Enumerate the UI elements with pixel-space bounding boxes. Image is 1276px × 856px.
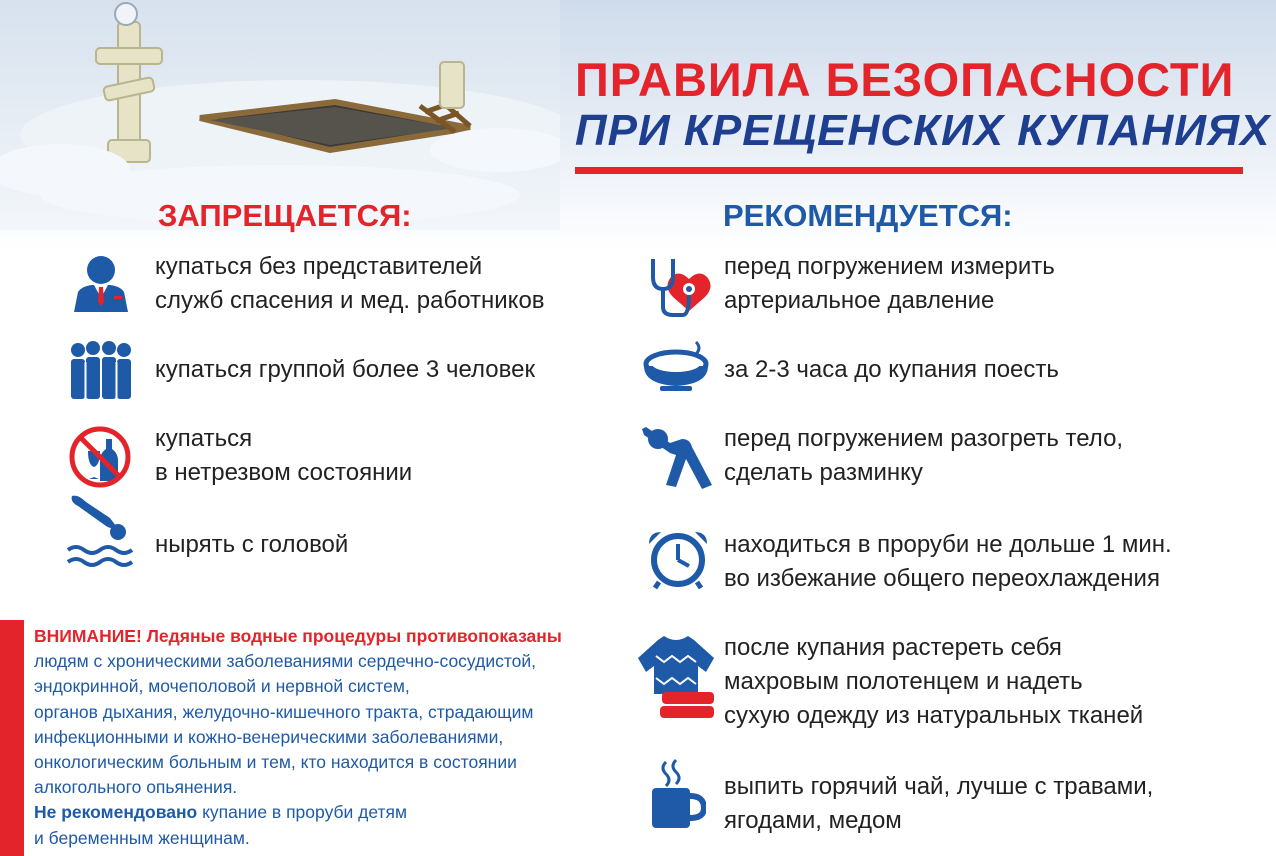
- warning-line: онкологическим больным и тем, кто находится в состоянии: [34, 752, 517, 773]
- item-line: перед погружением измерить: [724, 253, 1055, 280]
- item-line: купаться: [155, 425, 253, 452]
- no-alcohol-icon: [68, 425, 132, 489]
- recommended-item: [724, 250, 1055, 318]
- official-person-icon: [72, 254, 130, 312]
- title-line-2: ПРИ КРЕЩЕНСКИХ КУПАНИЯХ: [575, 106, 1271, 155]
- recommended-item: [724, 770, 1153, 838]
- title-underline: [575, 167, 1243, 174]
- item-line: сделать разминку: [724, 459, 923, 486]
- forbidden-heading: ЗАПРЕЩАЕТСЯ:: [158, 198, 412, 233]
- sweater-towel-icon: [634, 632, 718, 728]
- forbidden-item: [155, 528, 348, 562]
- warning-line: эндокринной, мочеполовой и нервной систем,: [34, 676, 410, 697]
- alarm-clock-icon: [645, 528, 711, 590]
- diving-icon: [66, 492, 134, 570]
- item-line: ягодами, медом: [724, 807, 902, 834]
- item-line: выпить горячий чай, лучше с травами,: [724, 773, 1154, 800]
- title-line-1: ПРАВИЛА БЕЗОПАСНОСТИ: [575, 53, 1235, 106]
- item-line: находиться в проруби не дольше 1 мин.: [724, 531, 1172, 558]
- stethoscope-heart-icon: [645, 255, 711, 319]
- warning-block: [34, 624, 634, 851]
- forbidden-item: [155, 422, 412, 490]
- warning-line: инфекционными и кожно-венерическими заболеваниями,: [34, 726, 504, 747]
- item-line: в нетрезвом состоянии: [155, 459, 413, 486]
- warning-note: [34, 800, 634, 825]
- warning-line: органов дыхания, желудочно-кишечного тракта, страдающим: [34, 701, 534, 722]
- item-line: купаться без представителей: [155, 253, 483, 280]
- item-line: во избежание общего переохлаждения: [724, 565, 1160, 592]
- warning-title: ВНИМАНИЕ! Ледяные водные процедуры противопоказаны: [34, 626, 562, 646]
- hot-tea-mug-icon: [648, 758, 706, 830]
- recommended-item: [724, 353, 1059, 387]
- item-line: нырять с головой: [155, 531, 349, 558]
- item-line: после купания растереть себя: [724, 634, 1062, 661]
- warning-accent-bar: [0, 620, 24, 856]
- warning-line: людям с хроническими заболеваниями сердечно-сосудистой,: [34, 651, 537, 672]
- forbidden-item: [155, 353, 535, 387]
- ice-hole-cross-illustration: [0, 0, 560, 230]
- food-bowl-icon: [640, 336, 712, 392]
- warning-line: алкогольного опьянения.: [34, 777, 238, 798]
- recommended-item: [724, 528, 1172, 596]
- item-line: артериальное давление: [724, 287, 995, 314]
- item-line: перед погружением разогреть тело,: [724, 425, 1124, 452]
- recommended-item: [724, 631, 1143, 733]
- warning-note-bold: Не рекомендовано: [34, 802, 198, 823]
- item-line: служб спасения и мед. работников: [155, 287, 545, 314]
- recommended-item: [724, 422, 1123, 490]
- item-line: за 2-3 часа до купания поесть: [724, 356, 1059, 383]
- recommended-heading: РЕКОМЕНДУЕТСЯ:: [723, 198, 1013, 233]
- item-line: махровым полотенцем и надеть: [724, 668, 1083, 695]
- item-line: сухую одежду из натуральных тканей: [724, 702, 1144, 729]
- forbidden-item: [155, 250, 545, 318]
- item-line: купаться группой более 3 человек: [155, 356, 535, 383]
- group-of-people-icon: [66, 340, 136, 400]
- warning-note-rest: купание в проруби детям: [197, 802, 408, 823]
- warm-up-exercise-icon: [640, 425, 716, 491]
- warning-note-line-2: и беременным женщинам.: [34, 827, 250, 848]
